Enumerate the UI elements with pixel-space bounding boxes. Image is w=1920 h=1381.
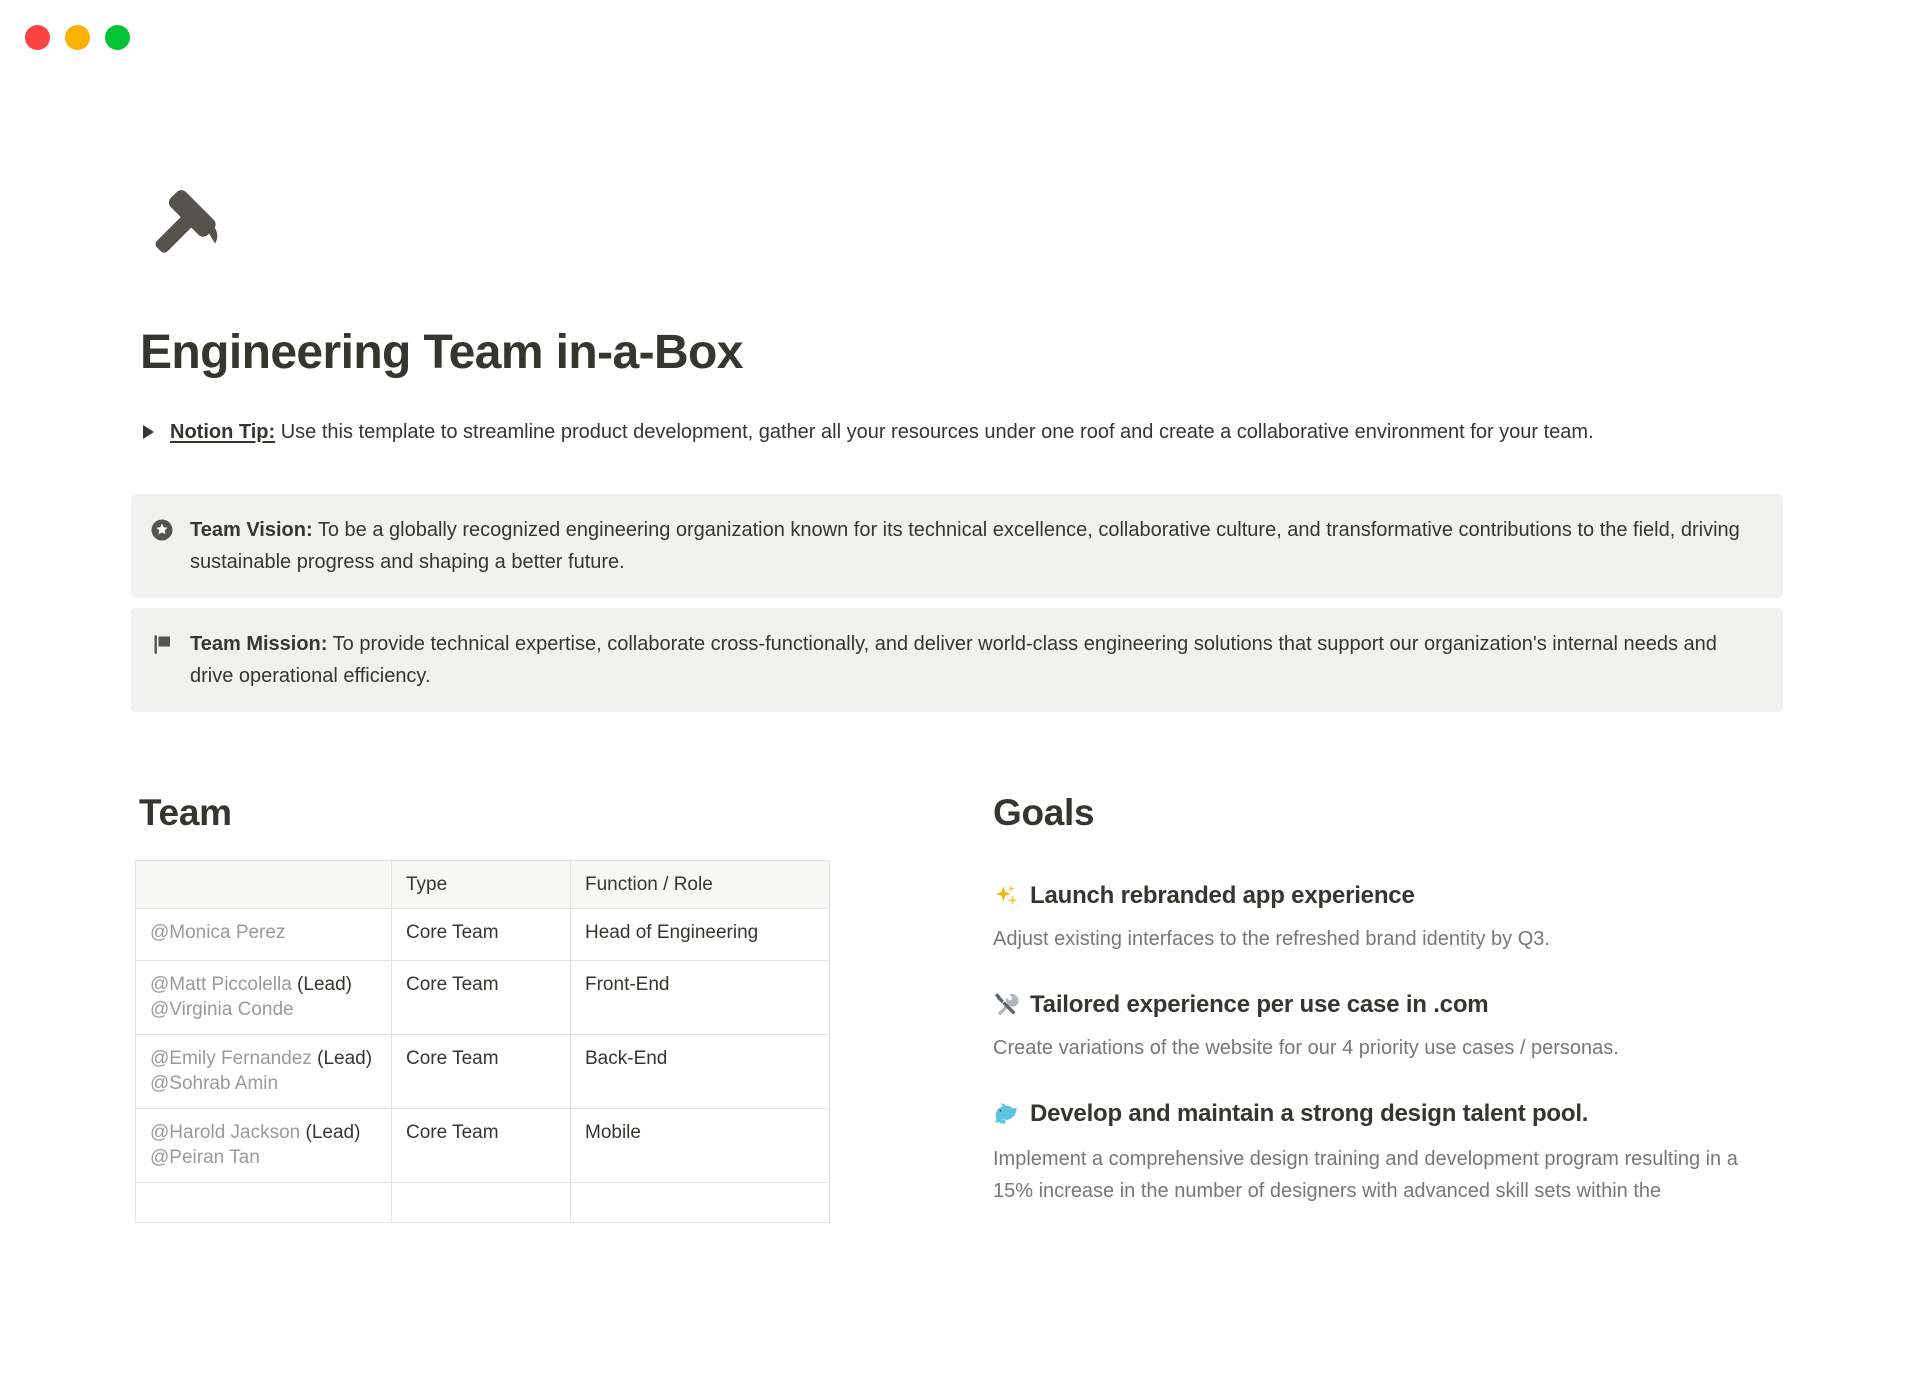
team-mission-text [190,628,1759,692]
goal-item [993,989,1779,1064]
minimize-button[interactable] [65,25,90,50]
person-mention[interactable]: @Matt Piccolella [150,974,292,995]
type-cell[interactable]: Core Team [392,961,571,1035]
members-cell[interactable]: @Emily Fernandez (Lead) @Sohrab Amin [136,1035,392,1109]
close-button[interactable] [25,25,50,50]
members-cell[interactable]: @Matt Piccolella (Lead) @Virginia Conde [136,961,392,1035]
notion-tip-text [170,417,1594,447]
person-mention[interactable]: @Sohrab Amin [150,1073,279,1094]
table-header-row [136,861,830,909]
role-cell[interactable]: Head of Engineering [571,909,830,961]
notion-tip-label: Notion Tip: [170,421,276,443]
role-cell[interactable]: Back-End [571,1035,830,1109]
notion-tip-body: Use this template to streamline product development, gather all your resources under one roof and create a collaborative environment for your team. [280,421,1594,443]
team-mission-label: Team Mission: [190,633,328,655]
table-row [136,961,830,1035]
person-mention[interactable]: @Harold Jackson [150,1122,301,1143]
team-mission-callout [131,608,1783,712]
goals-column [993,790,1779,1223]
role-cell[interactable]: Mobile [571,1109,830,1183]
zoom-button[interactable] [105,25,130,50]
team-vision-label: Team Vision: [190,519,313,541]
table-row [136,1109,830,1183]
goal-item [993,1098,1779,1207]
notion-tip-toggle[interactable] [141,417,1779,447]
window-controls [25,25,130,50]
goal-description: Adjust existing interfaces to the refreshed brand identity by Q3. [993,928,1550,950]
goal-title: Tailored experience per use case in .com [993,989,1779,1020]
team-vision-body: To be a globally recognized engineering organization known for its technical excellence, collaborative culture, and transformative contributions to the field, driving sustainable progress and shaping a better future. [190,519,1740,573]
star-badge-icon [150,518,174,542]
two-column-section [139,790,1779,1223]
goals-heading: Goals [993,792,1095,833]
goal-description: Create variations of the website for our 4 priority use cases / personas. [993,1037,1619,1059]
goal-title: Develop and maintain a strong design talent pool. [993,1098,1779,1129]
members-cell[interactable] [136,909,392,961]
members-cell[interactable]: @Harold Jackson (Lead) @Peiran Tan [136,1109,392,1183]
table-row-clipped [136,1183,830,1223]
role-cell[interactable]: Front-End [571,961,830,1035]
table-row [136,909,830,961]
person-mention[interactable]: @Monica Perez [150,922,286,943]
toggle-triangle-icon[interactable] [143,425,154,439]
team-vision-text [190,514,1759,578]
sparkles-emoji-icon [993,883,1019,909]
team-table [135,860,830,1223]
person-mention[interactable]: @Peiran Tan [150,1147,260,1168]
hammer-and-wrench-emoji-icon [993,992,1019,1018]
page-title: Engineering Team in-a-Box [140,326,743,379]
header-cell-members[interactable] [136,861,392,909]
goal-title: Launch rebranded app experience [993,880,1779,911]
team-vision-callout [131,494,1783,598]
header-cell-type[interactable]: Type [392,861,571,909]
person-mention[interactable]: @Emily Fernandez [150,1048,312,1069]
type-cell[interactable]: Core Team [392,1035,571,1109]
hammer-icon[interactable] [142,181,226,265]
goal-item [993,880,1779,955]
team-column [139,790,951,1223]
team-heading: Team [139,792,232,833]
flag-icon [150,632,174,656]
type-cell[interactable]: Core Team [392,909,571,961]
dolphin-emoji-icon [993,1101,1019,1127]
type-cell[interactable]: Core Team [392,1109,571,1183]
goal-description: Implement a comprehensive design training and development program resulting in a 15% increase in the number of designers with advanced skill sets within the [993,1148,1738,1202]
person-mention[interactable]: @Virginia Conde [150,999,294,1020]
team-mission-body: To provide technical expertise, collaborate cross-functionally, and deliver world-class engineering solutions that support our organization's internal needs and drive operational efficiency. [190,633,1717,687]
table-row [136,1035,830,1109]
notion-page [139,181,1779,1223]
header-cell-role[interactable]: Function / Role [571,861,830,909]
